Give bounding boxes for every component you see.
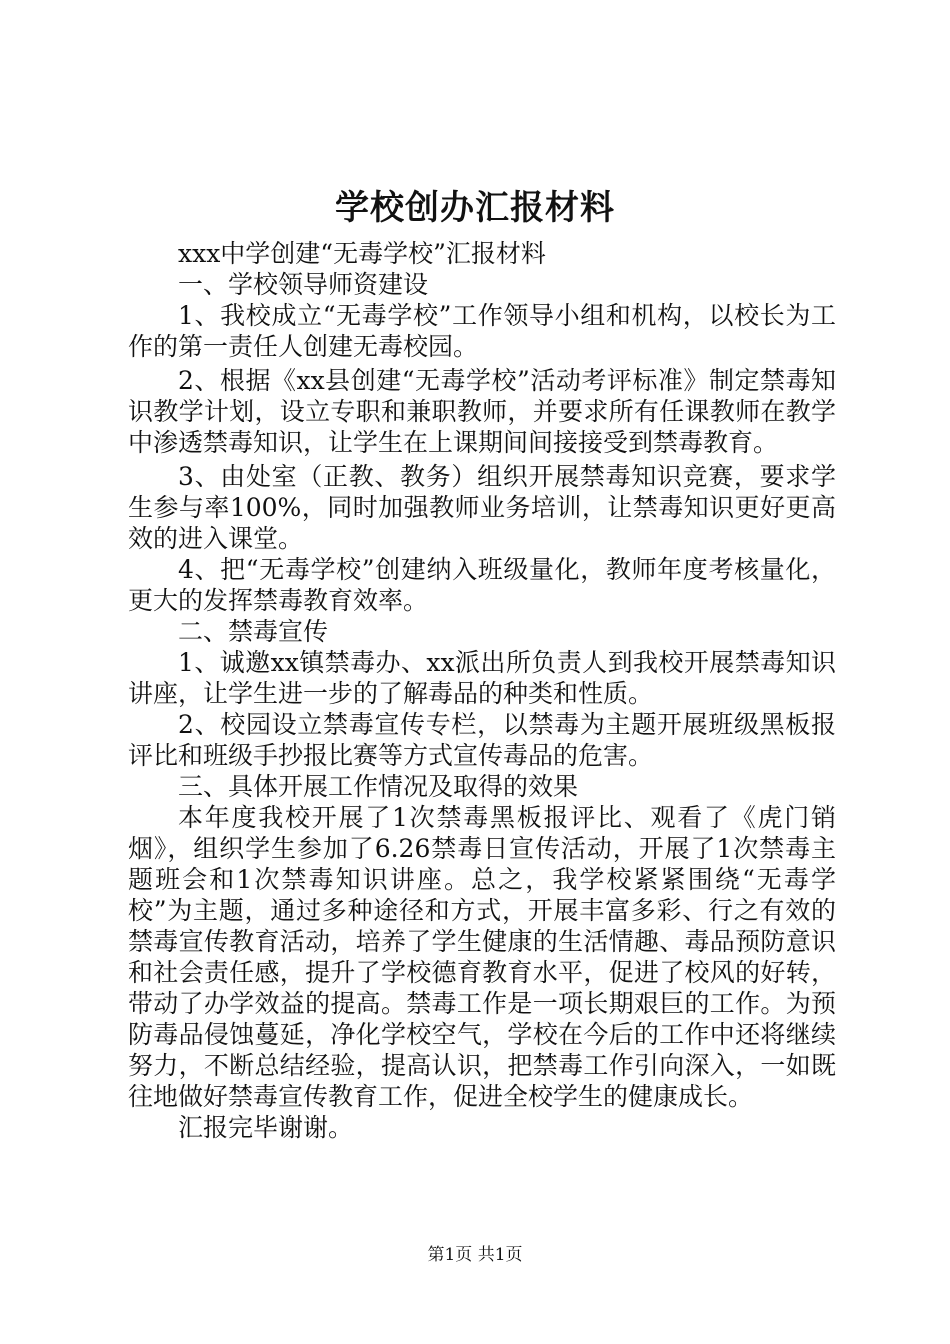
- section-heading-3: 三、具体开展工作情况及取得的效果: [178, 772, 579, 801]
- paragraph: 本年度我校开展了1次禁毒黑板报评比、观看了《虎门销烟》，组织学生参加了6.26禁毒日宣传活动，开展了1次禁毒主题班会和1次禁毒知识讲座。总之，我学校紧紧围绕“无毒学校”为主题，通过多种途径和方式，开展丰富多彩、行之有效的禁毒宣传教育活动，培养了学生健康的生活情趣、毒品预防意识和社会责任感，提升了学校德育教育水平，促进了校风的好转，带动了办学效益的提高。禁毒工作是一项长期艰巨的工作。为预防毒品侵蚀蔓延，净化学校空气，学校在今后的工作中还将继续努力，不断总结经验，提高认识，把禁毒工作引向深入，一如既往地做好禁毒宣传教育工作，促进全校学生的健康成长。: [128, 803, 836, 1111]
- section-heading-1: 一、学校领导师资建设: [178, 270, 429, 299]
- section-heading-2: 二、禁毒宣传: [178, 617, 329, 646]
- closing-line: 汇报完毕谢谢。: [178, 1113, 354, 1142]
- page-footer: 第1页 共1页: [427, 1245, 523, 1265]
- paragraph-subtitle: xxx中学创建“无毒学校”汇报材料: [178, 239, 546, 268]
- document-title: 学校创办汇报材料: [335, 188, 615, 228]
- paragraph: 2、校园设立禁毒宣传专栏，以禁毒为主题开展班级黑板报评比和班级手抄报比赛等方式宣传毒品的危害。: [128, 710, 836, 770]
- paragraph: 1、我校成立“无毒学校”工作领导小组和机构，以校长为工作的第一责任人创建无毒校园。: [128, 301, 836, 361]
- paragraph: 2、根据《xx县创建“无毒学校”活动考评标准》制定禁毒知识教学计划，设立专职和兼职教师，并要求所有任课教师在教学中渗透禁毒知识，让学生在上课期间间接接受到禁毒教育。: [128, 366, 836, 457]
- paragraph: 1、诚邀xx镇禁毒办、xx派出所负责人到我校开展禁毒知识讲座，让学生进一步的了解毒品的种类和性质。: [128, 648, 836, 708]
- paragraph: 3、由处室（正教、教务）组织开展禁毒知识竞赛，要求学生参与率100%，同时加强教师业务培训，让禁毒知识更好更高效的进入课堂。: [128, 462, 836, 553]
- paragraph: 4、把“无毒学校”创建纳入班级量化，教师年度考核量化，更大的发挥禁毒教育效率。: [128, 555, 836, 615]
- document-body: [128, 238, 836, 1143]
